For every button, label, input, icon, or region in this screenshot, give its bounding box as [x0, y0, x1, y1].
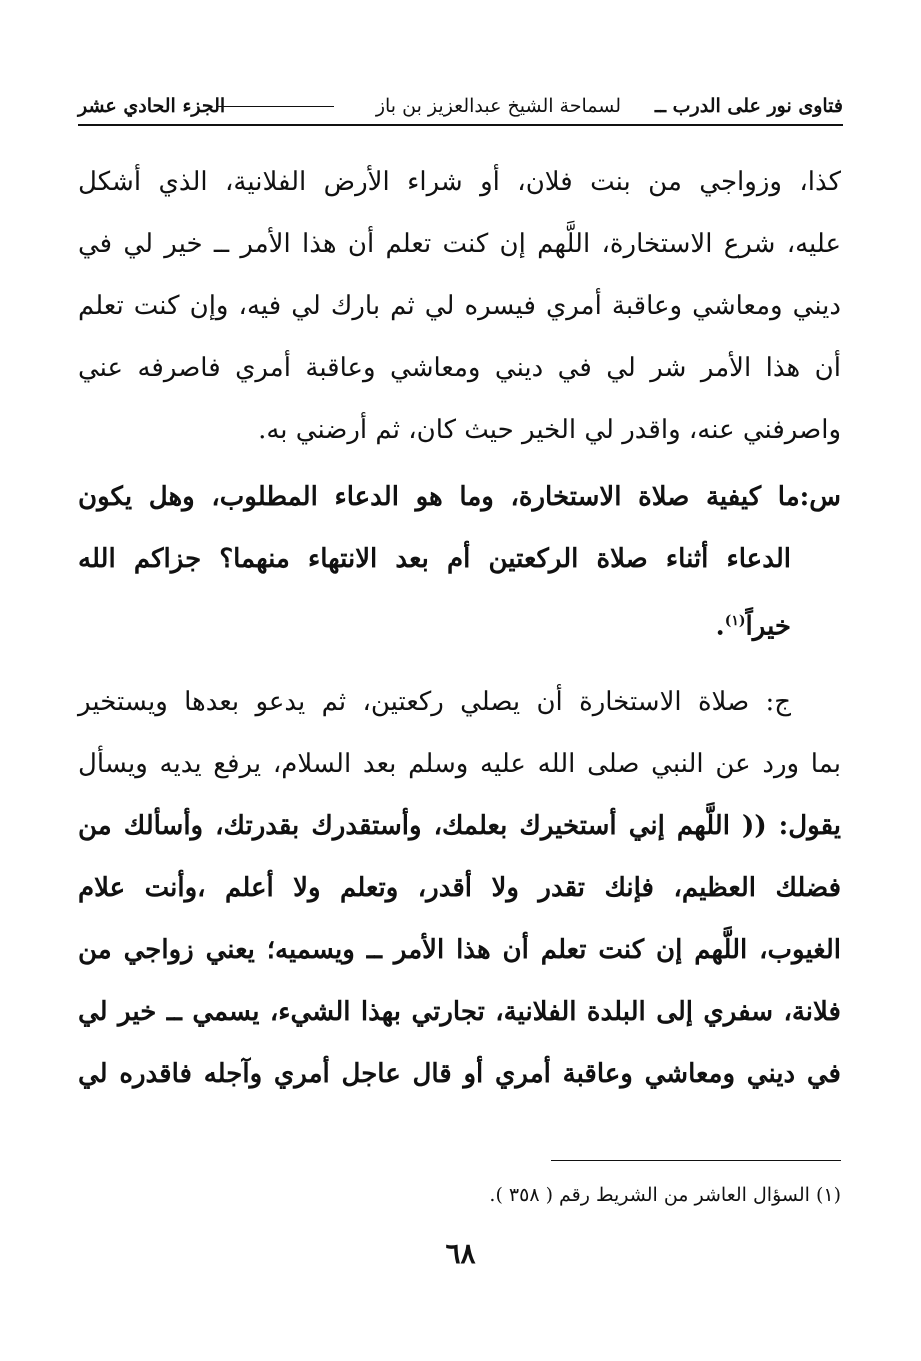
text-line: واصرفني عنه، واقدر لي الخير حيث كان، ثم أرضني به.: [258, 415, 841, 445]
author-name: لسماحة الشيخ عبدالعزيز بن باز: [375, 95, 621, 117]
answer-line: ج: صلاة الاستخارة أن يصلي ركعتين، ثم يدعو بعدها ويستخير: [78, 687, 791, 717]
answer-line: بما ورد عن النبي صلى الله عليه وسلم بعد السلام، يرفع يديه ويسأل: [78, 749, 841, 779]
question-text-end: خيراً: [745, 611, 791, 642]
question-line-last: [716, 599, 791, 649]
text-line: ديني ومعاشي وعاقبة أمري فيسره لي ثم بارك لي فيه، وإن كنت تعلم: [78, 291, 841, 321]
answer-line: الغيوب، اللَّهم إن كنت تعلم أن هذا الأمر ــ ويسميه؛ يعني زواجي من: [78, 935, 841, 965]
text-line: عليه، شرع الاستخارة، اللَّهم إن كنت تعلم أن هذا الأمر ــ خير لي في: [78, 229, 841, 259]
volume-label: الجزء الحادي عشر: [78, 95, 226, 117]
footnote-reference: (١): [724, 613, 746, 629]
answer-line: فضلك العظيم، فإنك تقدر ولا أقدر، وتعلم ولا أعلم ،وأنت علام: [78, 873, 841, 903]
text-line: كذا، وزواجي من بنت فلان، أو شراء الأرض الفلانية، الذي أشكل: [78, 167, 841, 197]
footnote: (١) السؤال العاشر من الشريط رقم ( ٣٥٨ ).: [489, 1184, 841, 1206]
answer-line: يقول: (( اللَّهم إني أستخيرك بعلمك، وأستقدرك بقدرتك، وأسألك من: [78, 811, 841, 841]
text-line: أن هذا الأمر شر لي في ديني ومعاشي وعاقبة أمري فاصرفه عني: [78, 353, 841, 383]
question-period: .: [715, 611, 725, 642]
header-dash-line: [218, 106, 334, 107]
footnote-separator: [551, 1160, 841, 1161]
running-header: [78, 92, 843, 126]
book-title: فتاوى نور على الدرب ــ: [654, 95, 843, 117]
answer-line: فلانة، سفري إلى البلدة الفلانية، تجارتي بهذا الشيء، يسمي ــ خير لي: [78, 997, 841, 1027]
question-line: الدعاء أثناء صلاة الركعتين أم بعد الانتهاء منهما؟ جزاكم الله: [78, 544, 791, 574]
question-line: س:ما كيفية صلاة الاستخارة، وما هو الدعاء المطلوب، وهل يكون: [78, 482, 841, 512]
answer-line: في ديني ومعاشي وعاقبة أمري أو قال عاجل أمري وآجله فاقدره لي: [78, 1059, 841, 1089]
page-number: ٦٨: [445, 1237, 476, 1270]
